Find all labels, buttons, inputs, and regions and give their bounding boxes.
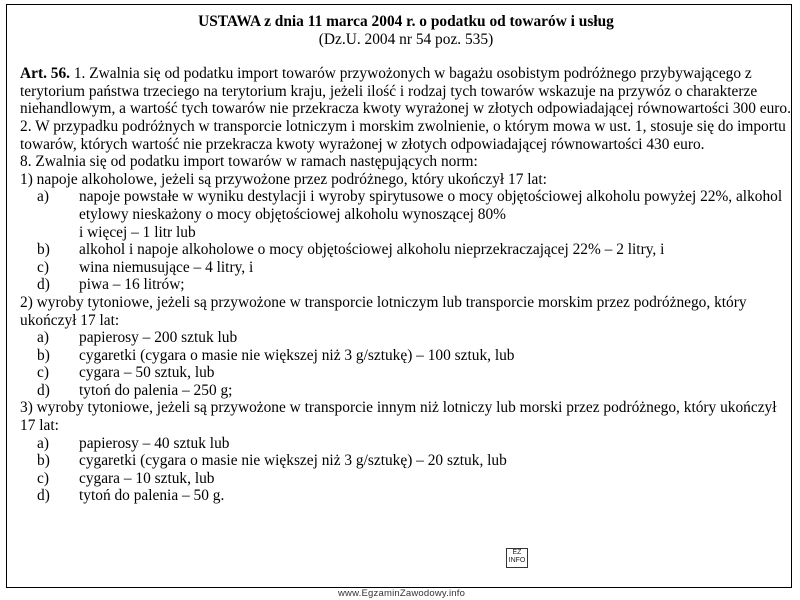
list-item-label: b) <box>37 346 50 364</box>
list-item-label: c) <box>37 469 49 487</box>
list-item <box>20 276 792 294</box>
list-item <box>20 224 792 242</box>
paragraph-1 <box>20 65 792 118</box>
list-item <box>20 435 792 453</box>
group-3-list <box>20 435 792 505</box>
list-item-label: d) <box>37 381 50 399</box>
document-frame <box>6 4 792 588</box>
list-item-text: alkohol i napoje alkoholowe o mocy objętościowej alkoholu nieprzekraczającej 22% – 2 litry, i <box>79 241 665 259</box>
document-subtitle: (Dz.U. 2004 nr 54 poz. 535) <box>318 30 494 48</box>
group-2-heading: 2) wyroby tytoniowe, jeżeli są przywożone w transporcie lotniczym lub transporcie morskim przez podróżnego, który ukończył 17 lat: <box>20 293 747 329</box>
list-item-label: a) <box>37 329 49 347</box>
list-item-text: i więcej – 1 litr lub <box>79 223 196 241</box>
list-item-label: c) <box>37 258 49 276</box>
paragraph-2: 2. W przypadku podróżnych w transporcie lotniczym i morskim zwolnienie, o którym mowa w ust. 1, stosuje się do importu towarów, których wartość nie przekracza kwoty wyrażonej w złotych odpowiadającej równowartości 430 euro. <box>20 117 786 153</box>
list-item-text: tytoń do palenia – 250 g; <box>79 381 233 399</box>
list-item-text: papierosy – 200 sztuk lub <box>79 329 238 347</box>
article-label: Art. 56. <box>20 65 71 83</box>
document-title: USTAWA z dnia 11 marca 2004 r. o podatku od towarów i usług <box>198 13 614 30</box>
list-item-text: piwa – 16 litrów; <box>79 276 185 294</box>
list-item <box>20 241 792 259</box>
list-item-text: cygaretki (cygara o masie nie większej niż 3 g/sztukę) – 100 sztuk, lub <box>79 346 515 364</box>
list-item <box>20 382 792 400</box>
list-item-label: d) <box>37 487 50 505</box>
list-item <box>20 487 792 505</box>
list-item-text: tytoń do palenia – 50 g. <box>79 487 225 505</box>
list-item <box>20 347 792 365</box>
paragraph-1-text: 1. Zwalnia się od podatku import towarów przywożonych w bagażu osobistym podróżnego przybywającego z terytorium państwa trzeciego na terytorium kraju, jeżeli ilość i rodzaj tych towarów wskazuje na przywóz o charakterze niehandlowym, a wartość tych towarów nie przekracza kwoty wyrażonej w złotych odpowiadającej równowartości 300 euro. <box>20 65 791 118</box>
group-3-heading: 3) wyroby tytoniowe, jeżeli są przywożone w transporcie innym niż lotniczy lub morski przez podróżnego, który ukończył 17 lat: <box>20 399 777 435</box>
list-item-label: a) <box>37 434 49 452</box>
watermark-footer: www.EgzaminZawodowy.info <box>338 588 466 599</box>
group-1-heading: 1) napoje alkoholowe, jeżeli są przywożone przez podróżnego, który ukończył 17 lat: <box>20 170 547 188</box>
list-item-text: wina niemusujące – 4 litry, i <box>79 258 254 276</box>
group-2-list <box>20 329 792 399</box>
group-1-list <box>20 188 792 294</box>
watermark-stamp-line-1: EZ <box>512 549 522 556</box>
paragraph-8: 8. Zwalnia się od podatku import towarów w ramach następujących norm: <box>20 153 478 171</box>
list-item <box>20 188 792 223</box>
list-item <box>20 329 792 347</box>
list-item-text: cygara – 50 sztuk, lub <box>79 364 215 382</box>
list-item-label: b) <box>37 452 50 470</box>
list-item-label <box>37 224 79 242</box>
list-item <box>20 452 792 470</box>
list-item-label: a) <box>37 188 49 206</box>
list-item <box>20 470 792 488</box>
list-item-label: c) <box>37 364 49 382</box>
list-item <box>20 259 792 277</box>
list-item-label: b) <box>37 241 50 259</box>
list-item-text: napoje powstałe w wyniku destylacji i wyroby spirytusowe o mocy objętościowej alkoholu powyżej 22%, alkohol etylowy nieskażony o mocy objętościowej alkoholu wynoszącej 80% <box>79 188 783 223</box>
list-item-text: papierosy – 40 sztuk lub <box>79 434 230 452</box>
list-item <box>20 364 792 382</box>
watermark-stamp <box>506 548 528 568</box>
list-item-text: cygaretki (cygara o masie nie większej niż 3 g/sztukę) – 20 sztuk, lub <box>79 452 507 470</box>
watermark-stamp-line-2: INFO <box>508 557 526 564</box>
list-item-text: cygara – 10 sztuk, lub <box>79 469 215 487</box>
document-content <box>20 13 792 505</box>
list-item-label: d) <box>37 276 50 294</box>
